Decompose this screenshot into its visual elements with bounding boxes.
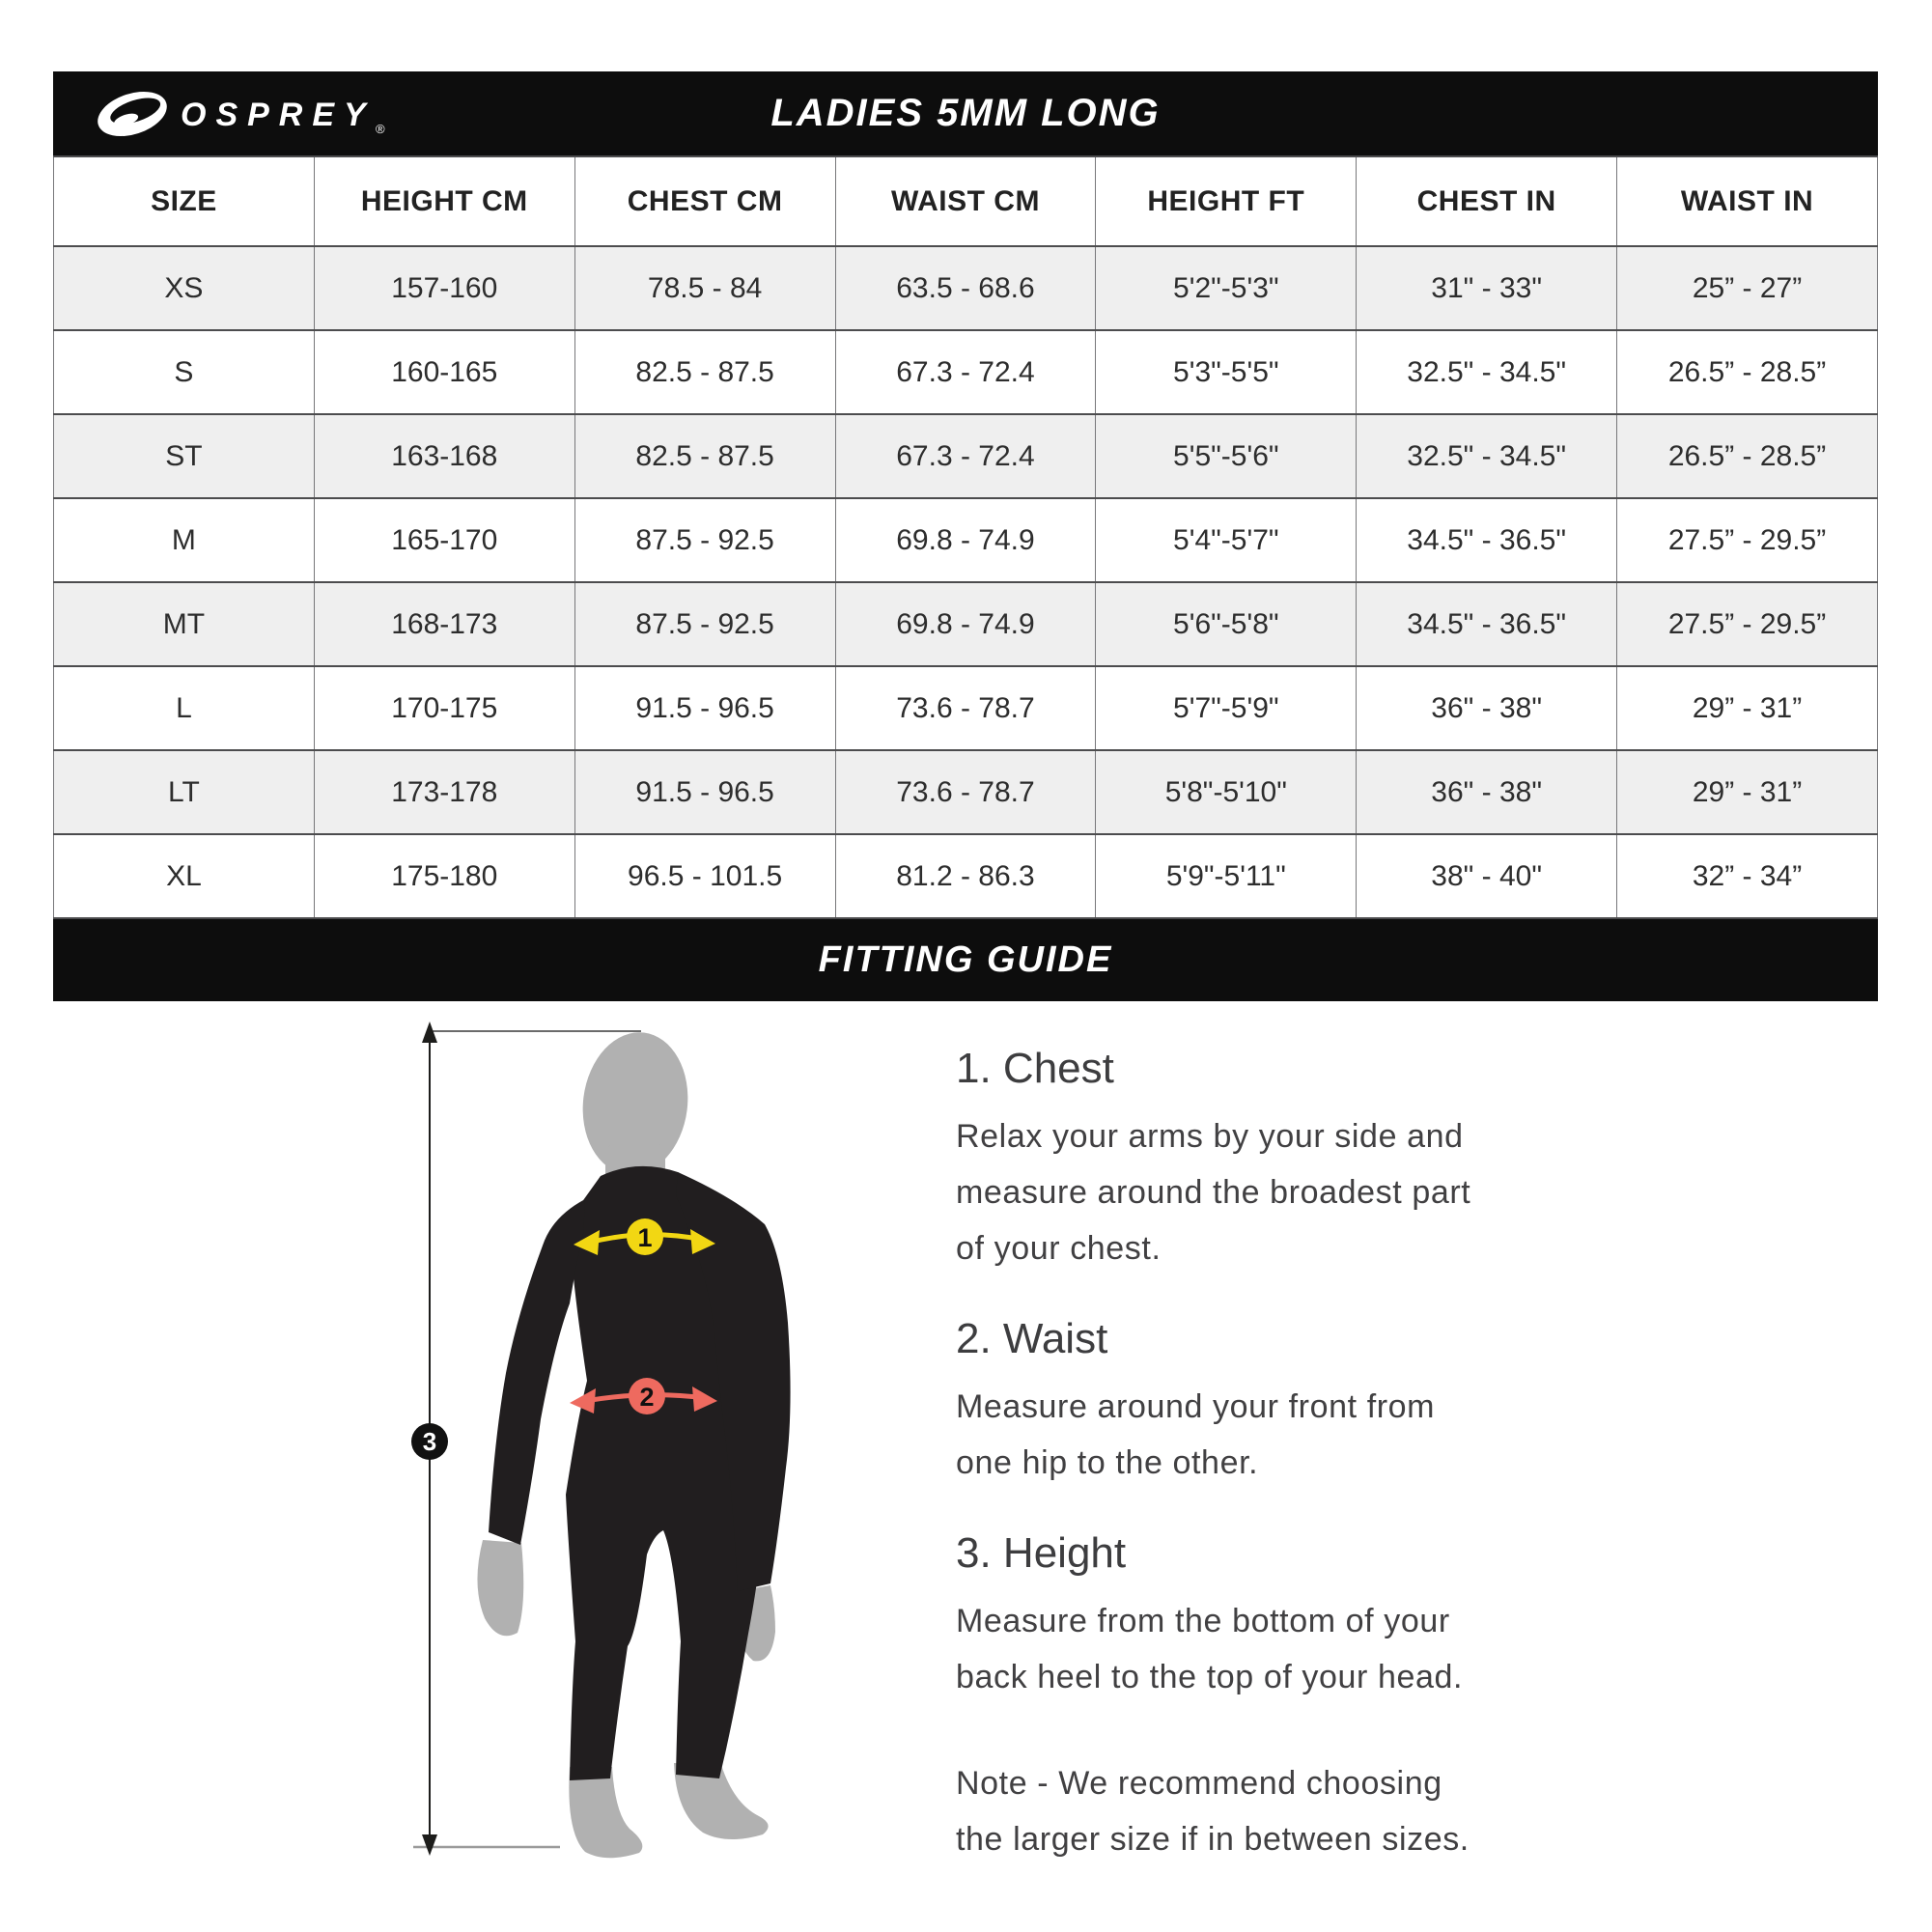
size-table	[53, 155, 1878, 919]
table-cell: ST	[54, 414, 315, 498]
fitting-guide-banner: FITTING GUIDE	[53, 919, 1878, 1001]
table-cell: 26.5” - 28.5”	[1617, 414, 1878, 498]
table-cell: 69.8 - 74.9	[835, 498, 1096, 582]
col-waist-in: WAIST IN	[1617, 156, 1878, 246]
height-arrow-up-icon	[422, 1022, 437, 1043]
brand-text: OSPREY	[181, 97, 376, 133]
col-height-ft: HEIGHT FT	[1096, 156, 1357, 246]
table-row	[54, 750, 1878, 834]
waist-line: one hip to the other.	[956, 1444, 1259, 1481]
table-cell: 5'6"-5'8"	[1096, 582, 1357, 666]
table-cell: 38" - 40"	[1357, 834, 1617, 918]
table-cell: 5'4"-5'7"	[1096, 498, 1357, 582]
table-cell: MT	[54, 582, 315, 666]
table-cell: 34.5" - 36.5"	[1357, 498, 1617, 582]
height-line: back heel to the top of your head.	[956, 1659, 1464, 1695]
waist-line: Measure around your front from	[956, 1388, 1436, 1425]
waist-heading: 2. Waist	[956, 1315, 1108, 1362]
col-chest-in: CHEST IN	[1357, 156, 1617, 246]
table-row	[54, 582, 1878, 666]
table-row	[54, 666, 1878, 750]
table-cell: XL	[54, 834, 315, 918]
table-cell: 165-170	[314, 498, 574, 582]
table-cell: M	[54, 498, 315, 582]
table-cell: 73.6 - 78.7	[835, 750, 1096, 834]
wetsuit-silhouette	[489, 1166, 791, 1780]
height-marker-number: 3	[422, 1427, 437, 1456]
table-cell: 32.5" - 34.5"	[1357, 330, 1617, 414]
chest-section	[956, 1045, 1632, 1276]
chart-title: LADIES 5MM LONG	[770, 92, 1161, 134]
height-heading: 3. Height	[956, 1529, 1127, 1577]
waist-section	[956, 1315, 1632, 1491]
table-cell: 26.5” - 28.5”	[1617, 330, 1878, 414]
table-cell: 91.5 - 96.5	[574, 750, 835, 834]
table-cell: 5'7"-5'9"	[1096, 666, 1357, 750]
chest-line: of your chest.	[956, 1230, 1162, 1267]
table-cell: 5'8"-5'10"	[1096, 750, 1357, 834]
table-cell: 163-168	[314, 414, 574, 498]
chest-line: Relax your arms by your side and	[956, 1118, 1464, 1155]
chest-heading: 1. Chest	[956, 1045, 1114, 1092]
col-waist-cm: WAIST CM	[835, 156, 1096, 246]
col-chest-cm: CHEST CM	[574, 156, 835, 246]
table-cell: 5'3"-5'5"	[1096, 330, 1357, 414]
table-row	[54, 834, 1878, 918]
table-cell: 5'2"-5'3"	[1096, 246, 1357, 330]
table-cell: 67.3 - 72.4	[835, 414, 1096, 498]
table-cell: 81.2 - 86.3	[835, 834, 1096, 918]
table-cell: 160-165	[314, 330, 574, 414]
table-header-row	[54, 156, 1878, 246]
chest-line: measure around the broadest part	[956, 1174, 1471, 1211]
chest-marker-number: 1	[637, 1223, 653, 1252]
table-cell: 87.5 - 92.5	[574, 582, 835, 666]
sizing-note	[956, 1755, 1632, 1867]
table-cell: 36" - 38"	[1357, 666, 1617, 750]
col-height-cm: HEIGHT CM	[314, 156, 574, 246]
table-cell: 32.5" - 34.5"	[1357, 414, 1617, 498]
col-size: SIZE	[54, 156, 315, 246]
table-cell: 157-160	[314, 246, 574, 330]
height-section	[956, 1529, 1632, 1705]
table-cell: 78.5 - 84	[574, 246, 835, 330]
table-cell: 27.5” - 29.5”	[1617, 498, 1878, 582]
table-cell: 5'9"-5'11"	[1096, 834, 1357, 918]
table-cell: 67.3 - 72.4	[835, 330, 1096, 414]
height-line: Measure from the bottom of your	[956, 1603, 1450, 1639]
table-cell: 173-178	[314, 750, 574, 834]
table-cell: 82.5 - 87.5	[574, 414, 835, 498]
table-cell: S	[54, 330, 315, 414]
table-row	[54, 498, 1878, 582]
table-cell: 73.6 - 78.7	[835, 666, 1096, 750]
table-cell: 63.5 - 68.6	[835, 246, 1096, 330]
fitting-guide-text	[956, 1045, 1632, 1867]
table-cell: XS	[54, 246, 315, 330]
table-row	[54, 330, 1878, 414]
table-cell: L	[54, 666, 315, 750]
note-line: Note - We recommend choosing	[956, 1765, 1442, 1802]
table-cell: 25” - 27”	[1617, 246, 1878, 330]
height-arrow-down-icon	[422, 1834, 437, 1856]
table-cell: 87.5 - 92.5	[574, 498, 835, 582]
table-cell: 29” - 31”	[1617, 666, 1878, 750]
table-row	[54, 414, 1878, 498]
size-chart	[53, 71, 1878, 1001]
table-cell: 175-180	[314, 834, 574, 918]
table-cell: 27.5” - 29.5”	[1617, 582, 1878, 666]
waist-marker-number: 2	[639, 1383, 655, 1412]
table-cell: 29” - 31”	[1617, 750, 1878, 834]
fitting-figure	[328, 1014, 946, 1892]
table-cell: 5'5"-5'6"	[1096, 414, 1357, 498]
table-cell: 34.5" - 36.5"	[1357, 582, 1617, 666]
registered-mark: ®	[376, 122, 385, 136]
table-row	[54, 246, 1878, 330]
table-cell: 31" - 33"	[1357, 246, 1617, 330]
table-cell: 168-173	[314, 582, 574, 666]
note-line: the larger size if in between sizes.	[956, 1821, 1470, 1858]
left-foot	[569, 1767, 642, 1858]
left-hand	[477, 1540, 523, 1636]
table-cell: 170-175	[314, 666, 574, 750]
table-cell: 91.5 - 96.5	[574, 666, 835, 750]
table-cell: 32” - 34”	[1617, 834, 1878, 918]
table-cell: 36" - 38"	[1357, 750, 1617, 834]
chart-title-bar	[53, 71, 1878, 155]
table-cell: 69.8 - 74.9	[835, 582, 1096, 666]
table-cell: 96.5 - 101.5	[574, 834, 835, 918]
table-cell: LT	[54, 750, 315, 834]
table-cell: 82.5 - 87.5	[574, 330, 835, 414]
